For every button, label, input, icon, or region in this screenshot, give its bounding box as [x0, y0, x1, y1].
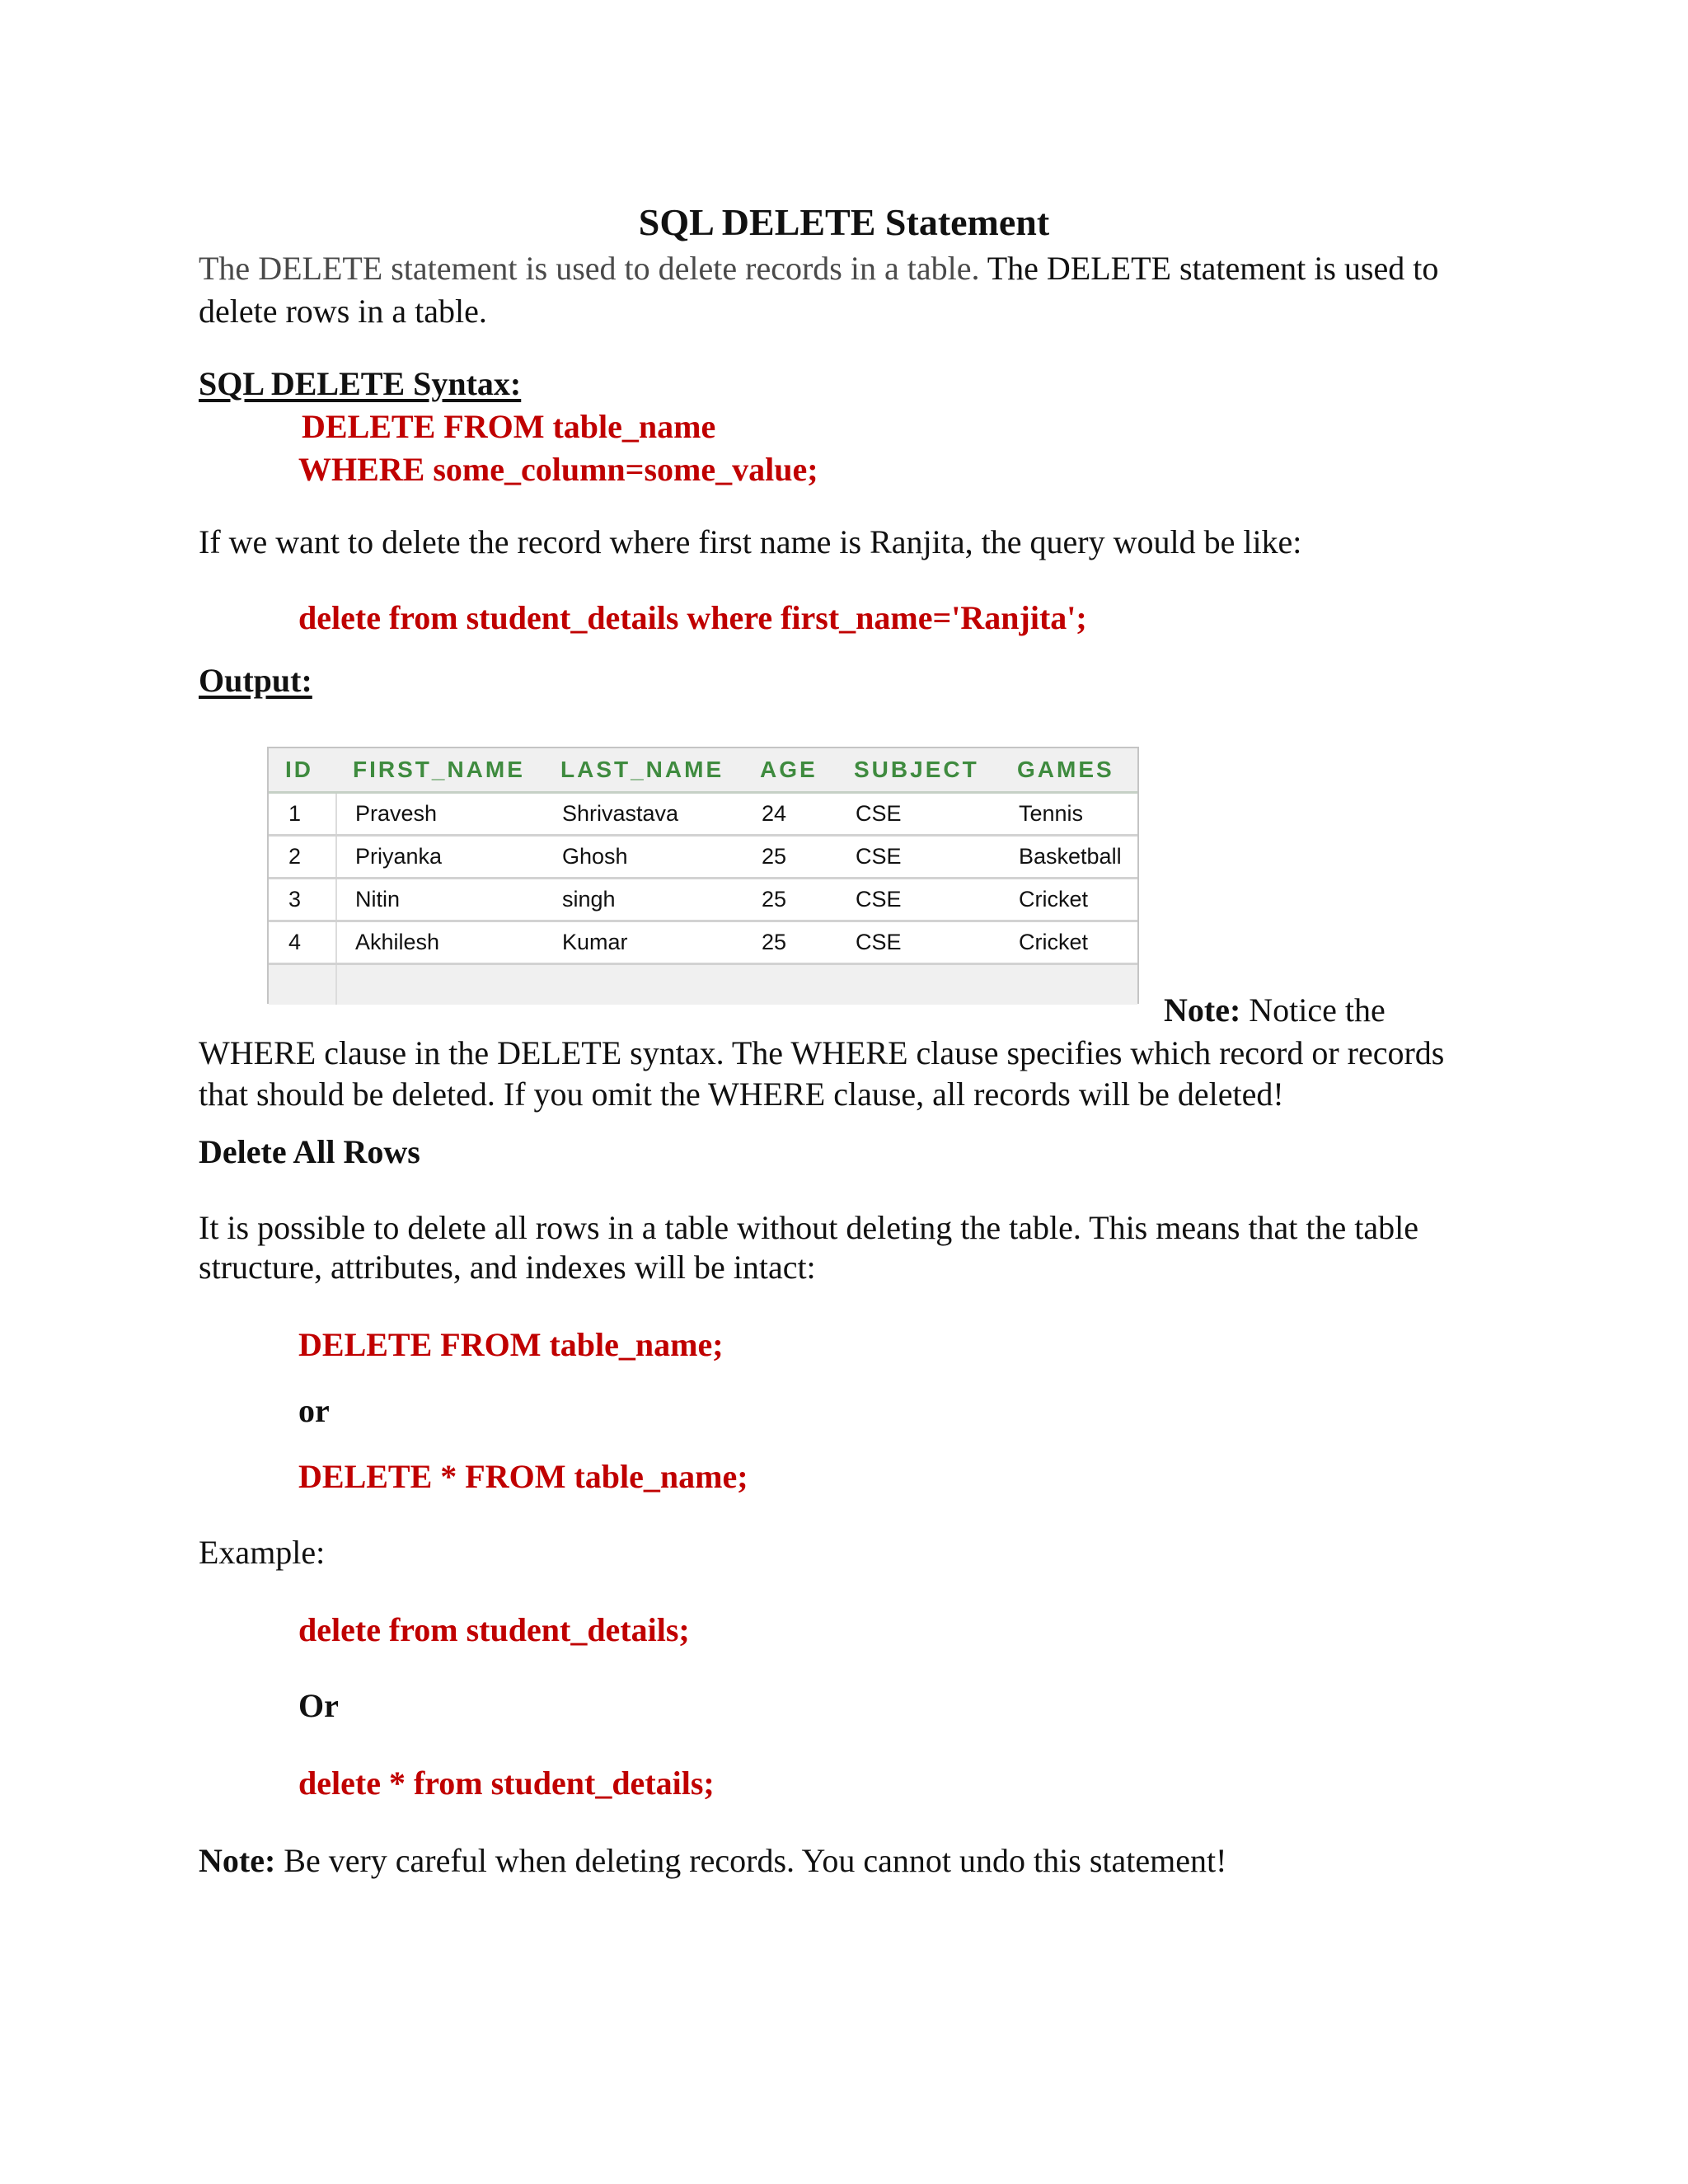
output-heading: Output:: [199, 662, 312, 699]
table-cell: Nitin: [336, 879, 544, 921]
note-2: [199, 1840, 1226, 1882]
example-code-2: delete * from student_details;: [298, 1765, 715, 1802]
table-cell: CSE: [837, 879, 1001, 921]
intro-line-1: [199, 247, 1438, 290]
table-cell: 24: [743, 793, 837, 836]
table-cell: Basketball: [1001, 836, 1137, 879]
or-1: or: [298, 1392, 330, 1429]
example-intro: If we want to delete the record where first name is Ranjita, the query would be like:: [199, 523, 1302, 560]
note-1-text: Notice the: [1240, 991, 1386, 1029]
column-header: SUBJECT: [837, 748, 1001, 793]
table-cell: Ghosh: [544, 836, 743, 879]
table-cell: singh: [544, 879, 743, 921]
delete-all-line-2: structure, attributes, and indexes will be intact:: [199, 1249, 816, 1286]
table-header-row: [269, 748, 1137, 793]
column-header: ID: [269, 748, 336, 793]
table-row: [269, 836, 1137, 879]
delete-all-line-1: It is possible to delete all rows in a table without deleting the table. This means that the table: [199, 1209, 1419, 1246]
delete-all-heading: Delete All Rows: [199, 1133, 420, 1170]
delete-all-code-1: DELETE FROM table_name;: [298, 1326, 724, 1363]
table-row: [269, 793, 1137, 836]
table-cell: Cricket: [1001, 921, 1137, 964]
intro-part-2: The DELETE statement is used to: [979, 250, 1439, 287]
table-cell: Kumar: [544, 921, 743, 964]
table-cell: Tennis: [1001, 793, 1137, 836]
delete-all-code-2: DELETE * FROM table_name;: [298, 1458, 748, 1495]
example-query: delete from student_details where first_name='Ranjita';: [298, 599, 1087, 636]
syntax-line-1: DELETE FROM table_name: [302, 408, 716, 445]
note-1-line-2: WHERE clause in the DELETE syntax. The WHERE clause specifies which record or records: [199, 1034, 1445, 1071]
table-cell: 2: [269, 836, 336, 879]
table-empty-row: [269, 964, 1137, 1005]
page-title: SQL DELETE Statement: [638, 201, 1050, 243]
table-cell: CSE: [837, 793, 1001, 836]
intro-line-2: delete rows in a table.: [199, 293, 487, 330]
note-1-line-1: [1164, 989, 1386, 1032]
syntax-line-2: WHERE some_column=some_value;: [298, 451, 818, 488]
table-row: [269, 921, 1137, 964]
column-header: AGE: [743, 748, 837, 793]
table-cell: Shrivastava: [544, 793, 743, 836]
note-2-label: Note:: [199, 1842, 276, 1879]
output-table: [267, 747, 1139, 1004]
table-cell: 3: [269, 879, 336, 921]
note-2-text: Be very careful when deleting records. You cannot undo this statement!: [275, 1842, 1227, 1879]
table-cell: Pravesh: [336, 793, 544, 836]
column-header: GAMES: [1001, 748, 1137, 793]
column-header: LAST_NAME: [544, 748, 743, 793]
note-1-line-3: that should be deleted. If you omit the WHERE clause, all records will be deleted!: [199, 1076, 1284, 1113]
table-cell: CSE: [837, 921, 1001, 964]
table-cell: 4: [269, 921, 336, 964]
table-cell: Priyanka: [336, 836, 544, 879]
table-cell: 25: [743, 836, 837, 879]
table-row: [269, 879, 1137, 921]
note-1-label: Note:: [1164, 991, 1241, 1029]
example-label: Example:: [199, 1534, 326, 1571]
table-cell: CSE: [837, 836, 1001, 879]
or-2: Or: [298, 1687, 339, 1724]
example-code-1: delete from student_details;: [298, 1611, 690, 1648]
table-cell: Akhilesh: [336, 921, 544, 964]
table-cell: 1: [269, 793, 336, 836]
syntax-heading: SQL DELETE Syntax:: [199, 365, 522, 402]
table-cell: Cricket: [1001, 879, 1137, 921]
table-cell: 25: [743, 879, 837, 921]
intro-part-1: The DELETE statement is used to delete records in a table.: [199, 250, 980, 287]
table-cell: 25: [743, 921, 837, 964]
column-header: FIRST_NAME: [336, 748, 544, 793]
